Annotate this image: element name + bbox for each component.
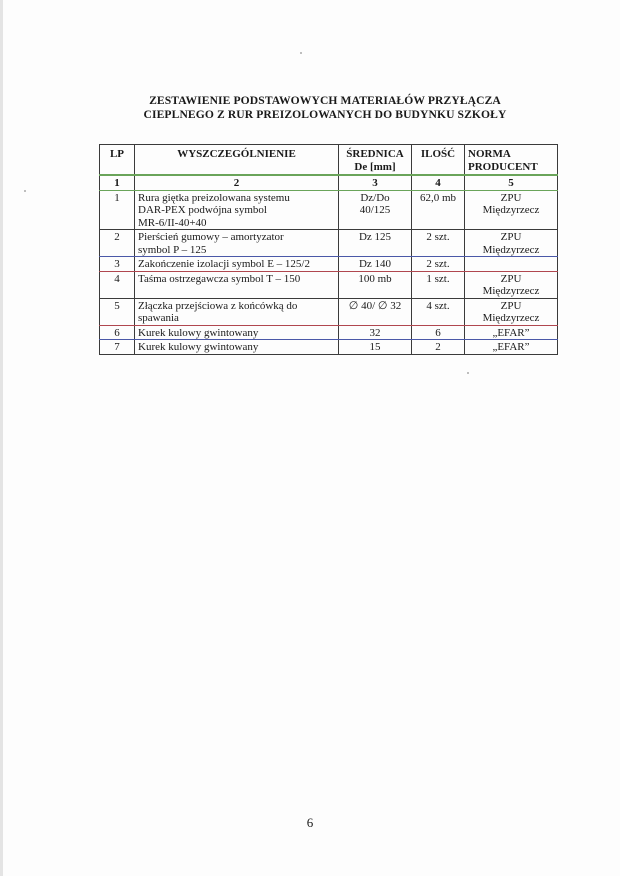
cell-quantity bbox=[412, 298, 465, 325]
cell-diameter-line: Dz 140 bbox=[358, 258, 392, 270]
column-number: 2 bbox=[135, 175, 339, 190]
title-line-2: CIEPLNEGO Z RUR PREIZOLOWANYCH DO BUDYNKU SZKOŁY bbox=[143, 108, 507, 121]
cell-diameter bbox=[339, 230, 412, 257]
cell-spec-line: Rura giętka preizolowana systemu bbox=[138, 191, 290, 204]
cell-lp bbox=[100, 325, 135, 340]
cell-lp bbox=[100, 230, 135, 257]
scan-speck bbox=[24, 190, 26, 192]
cell-diameter-line: 100 mb bbox=[358, 272, 392, 285]
cell-lp-line: 1 bbox=[114, 191, 120, 204]
materials-table bbox=[99, 144, 558, 355]
cell-producer bbox=[465, 190, 558, 230]
cell-quantity bbox=[412, 340, 465, 355]
cell-diameter bbox=[339, 190, 412, 230]
cell-producer-line: ZPU bbox=[500, 191, 522, 204]
table-row bbox=[100, 230, 558, 257]
cell-quantity-line: 6 bbox=[435, 326, 441, 339]
cell-diameter-line: Dz/Do bbox=[360, 191, 390, 204]
cell-producer-line: „EFAR” bbox=[492, 326, 530, 339]
column-number: 4 bbox=[412, 175, 465, 190]
cell-diameter bbox=[339, 257, 412, 272]
header-norm bbox=[465, 145, 558, 176]
cell-producer bbox=[465, 257, 558, 272]
cell-quantity bbox=[412, 190, 465, 230]
scan-speck bbox=[467, 372, 469, 374]
cell-diameter bbox=[339, 271, 412, 298]
cell-diameter bbox=[339, 298, 412, 325]
cell-quantity bbox=[412, 230, 465, 257]
cell-lp bbox=[100, 340, 135, 355]
cell-lp-line: 2 bbox=[114, 231, 120, 243]
cell-producer bbox=[465, 298, 558, 325]
cell-lp bbox=[100, 257, 135, 272]
cell-lp-line: 5 bbox=[114, 299, 120, 312]
header-norm-line-2: PRODUCENT bbox=[468, 160, 538, 173]
cell-quantity-line: 62,0 mb bbox=[419, 191, 457, 204]
column-number: 3 bbox=[339, 175, 412, 190]
cell-quantity bbox=[412, 271, 465, 298]
column-number-row bbox=[100, 175, 558, 190]
document-title bbox=[60, 94, 590, 122]
table-row bbox=[100, 190, 558, 230]
header-diameter-line-2: De [mm] bbox=[354, 160, 396, 173]
cell-spec-line: Pierścień gumowy – amortyzator bbox=[138, 231, 284, 243]
cell-quantity-line: 2 bbox=[435, 341, 441, 353]
cell-diameter-line: 40/125 bbox=[359, 204, 391, 216]
cell-spec-line: Zakończenie izolacji symbol E – 125/2 bbox=[138, 258, 310, 270]
cell-spec-line: Złączka przejściowa z końcówką do bbox=[138, 299, 298, 312]
cell-producer-line: ZPU bbox=[500, 231, 522, 243]
cell-diameter bbox=[339, 325, 412, 340]
cell-spec-line: symbol P – 125 bbox=[138, 243, 207, 256]
cell-spec bbox=[135, 271, 339, 298]
cell-lp-line: 7 bbox=[114, 341, 120, 353]
header-row bbox=[100, 145, 558, 176]
table-row bbox=[100, 271, 558, 298]
cell-spec-line: Kurek kulowy gwintowany bbox=[138, 326, 259, 339]
header-diameter-line-1: ŚREDNICA bbox=[346, 148, 404, 160]
cell-producer-line: „EFAR” bbox=[492, 341, 530, 353]
cell-spec-line: DAR-PEX podwójna symbol bbox=[138, 204, 267, 216]
cell-spec-line: Kurek kulowy gwintowany bbox=[138, 341, 259, 353]
cell-lp-line: 3 bbox=[114, 258, 120, 270]
cell-producer bbox=[465, 340, 558, 355]
cell-spec bbox=[135, 190, 339, 230]
cell-quantity-line: 1 szt. bbox=[426, 272, 450, 285]
column-number: 1 bbox=[100, 175, 135, 190]
cell-producer-line: Międzyrzecz bbox=[482, 243, 540, 256]
cell-lp-line: 6 bbox=[114, 326, 120, 339]
cell-producer-line: ZPU bbox=[500, 299, 522, 312]
cell-producer bbox=[465, 325, 558, 340]
cell-lp bbox=[100, 190, 135, 230]
column-number: 5 bbox=[465, 175, 558, 190]
cell-producer bbox=[465, 230, 558, 257]
scan-edge bbox=[0, 0, 3, 876]
cell-spec bbox=[135, 325, 339, 340]
cell-quantity-line: 2 szt. bbox=[426, 231, 450, 243]
table-row bbox=[100, 325, 558, 340]
cell-quantity-line: 4 szt. bbox=[426, 299, 450, 312]
header-quantity: ILOŚĆ bbox=[412, 145, 465, 176]
cell-producer-line: ZPU bbox=[500, 272, 522, 285]
cell-diameter-line: 15 bbox=[369, 341, 381, 353]
cell-spec bbox=[135, 230, 339, 257]
page-number: 6 bbox=[306, 815, 314, 830]
cell-diameter bbox=[339, 340, 412, 355]
cell-spec bbox=[135, 340, 339, 355]
header-norm-line-1: NORMA bbox=[468, 148, 511, 160]
cell-quantity bbox=[412, 325, 465, 340]
cell-producer-line: Międzyrzecz bbox=[482, 312, 540, 324]
cell-quantity-line: 2 szt. bbox=[426, 258, 450, 270]
scan-speck bbox=[300, 52, 302, 54]
cell-lp bbox=[100, 298, 135, 325]
cell-diameter-line: ∅ 40/ ∅ 32 bbox=[348, 299, 402, 312]
table-row bbox=[100, 298, 558, 325]
cell-lp bbox=[100, 271, 135, 298]
cell-producer bbox=[465, 271, 558, 298]
title-line-1: ZESTAWIENIE PODSTAWOWYCH MATERIAŁÓW PRZYŁĄCZA bbox=[149, 94, 501, 107]
cell-quantity bbox=[412, 257, 465, 272]
header-diameter bbox=[339, 145, 412, 176]
cell-spec-line: Taśma ostrzegawcza symbol T – 150 bbox=[138, 272, 301, 285]
cell-spec bbox=[135, 257, 339, 272]
cell-producer-line: Międzyrzecz bbox=[482, 285, 540, 297]
header-spec: WYSZCZEGÓLNIENIE bbox=[135, 145, 339, 176]
cell-spec-line: MR-6/II-40+40 bbox=[138, 216, 207, 229]
cell-spec-line: spawania bbox=[138, 312, 179, 324]
table-row bbox=[100, 257, 558, 272]
cell-spec bbox=[135, 298, 339, 325]
cell-lp-line: 4 bbox=[114, 272, 120, 285]
header-lp: LP bbox=[100, 145, 135, 176]
table-row bbox=[100, 340, 558, 355]
cell-producer-line: Międzyrzecz bbox=[482, 204, 540, 216]
cell-diameter-line: 32 bbox=[369, 326, 381, 339]
cell-diameter-line: Dz 125 bbox=[358, 231, 392, 243]
